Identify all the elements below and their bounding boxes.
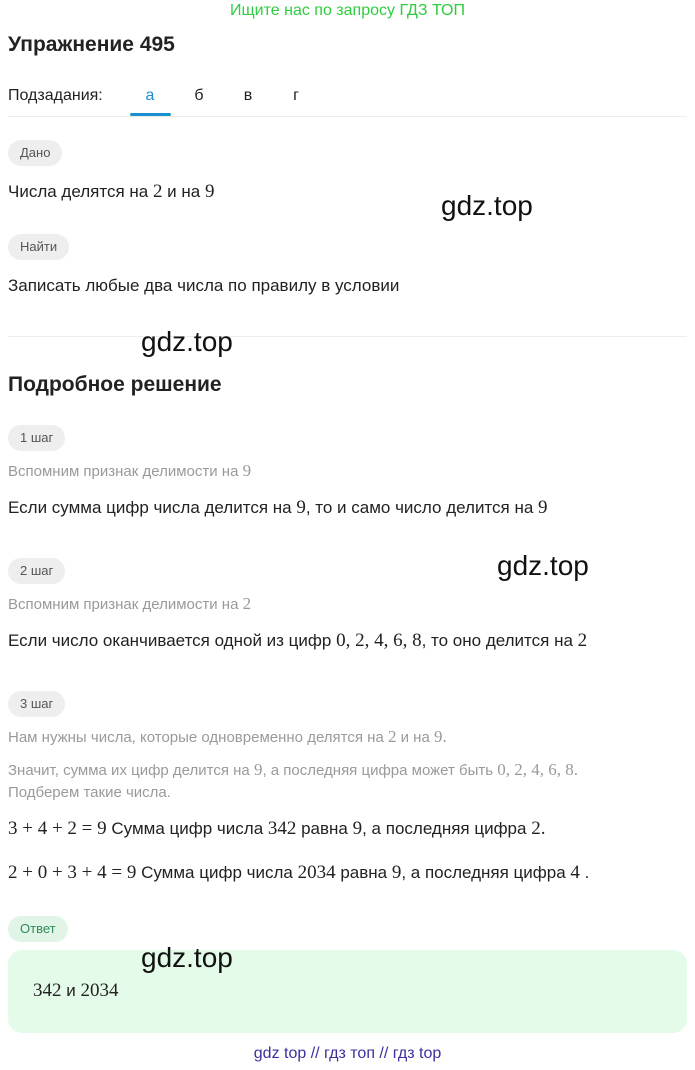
step3-line3: Подберем такие числа.	[8, 784, 171, 801]
promo-banner[interactable]: Ищите нас по запросу ГДЗ ТОП	[230, 2, 465, 19]
subtasks-label: Подзадания:	[8, 87, 103, 104]
page-title: Упражнение 495	[8, 33, 175, 56]
tab-g[interactable]: г	[293, 87, 299, 104]
solution-title: Подробное решение	[8, 373, 222, 396]
step1-chip: 1 шаг	[8, 425, 65, 451]
tab-b[interactable]: б	[194, 87, 204, 104]
divider	[8, 116, 687, 117]
given-chip: Дано	[8, 140, 62, 166]
step3-line2: Значит, сумма их цифр делится на 9, а последняя цифра может быть 0, 2, 4, 6, 8.	[8, 760, 579, 779]
watermark: gdz.top	[497, 550, 589, 581]
step3-example-2: 2 + 0 + 3 + 4 = 9 Сумма цифр числа 2034 равна 9, а последняя цифра 4 .	[8, 862, 590, 883]
step1-text: Если сумма цифр числа делится на 9, то и само число делится на 9	[8, 497, 548, 518]
answer-chip: Ответ	[8, 916, 68, 942]
tab-v[interactable]: в	[243, 87, 253, 104]
watermark: gdz.top	[441, 190, 533, 221]
find-chip: Найти	[8, 234, 69, 260]
step3-example-1: 3 + 4 + 2 = 9 Сумма цифр числа 342 равна 9, а последняя цифра 2.	[8, 818, 546, 839]
watermark: gdz.top	[141, 326, 233, 357]
given-text: Числа делятся на 2 и на 9	[8, 181, 215, 202]
step3-chip: 3 шаг	[8, 691, 65, 717]
footer-links[interactable]: gdz top // гдз топ // гдз top	[253, 1045, 442, 1062]
tab-a[interactable]: а	[145, 87, 155, 104]
watermark: gdz.top	[141, 942, 233, 973]
divider	[8, 336, 687, 337]
step3-line1: Нам нужны числа, которые одновременно делятся на 2 и на 9.	[8, 727, 447, 746]
answer-text: 342 и 2034	[33, 980, 119, 1001]
find-text: Записать любые два числа по правилу в условии	[8, 276, 400, 295]
step1-hint: Вспомним признак делимости на 9	[8, 461, 252, 480]
step2-chip: 2 шаг	[8, 558, 65, 584]
step2-hint: Вспомним признак делимости на 2	[8, 594, 252, 613]
step2-text: Если число оканчивается одной из цифр 0, 2, 4, 6, 8, то оно делится на 2	[8, 630, 588, 651]
